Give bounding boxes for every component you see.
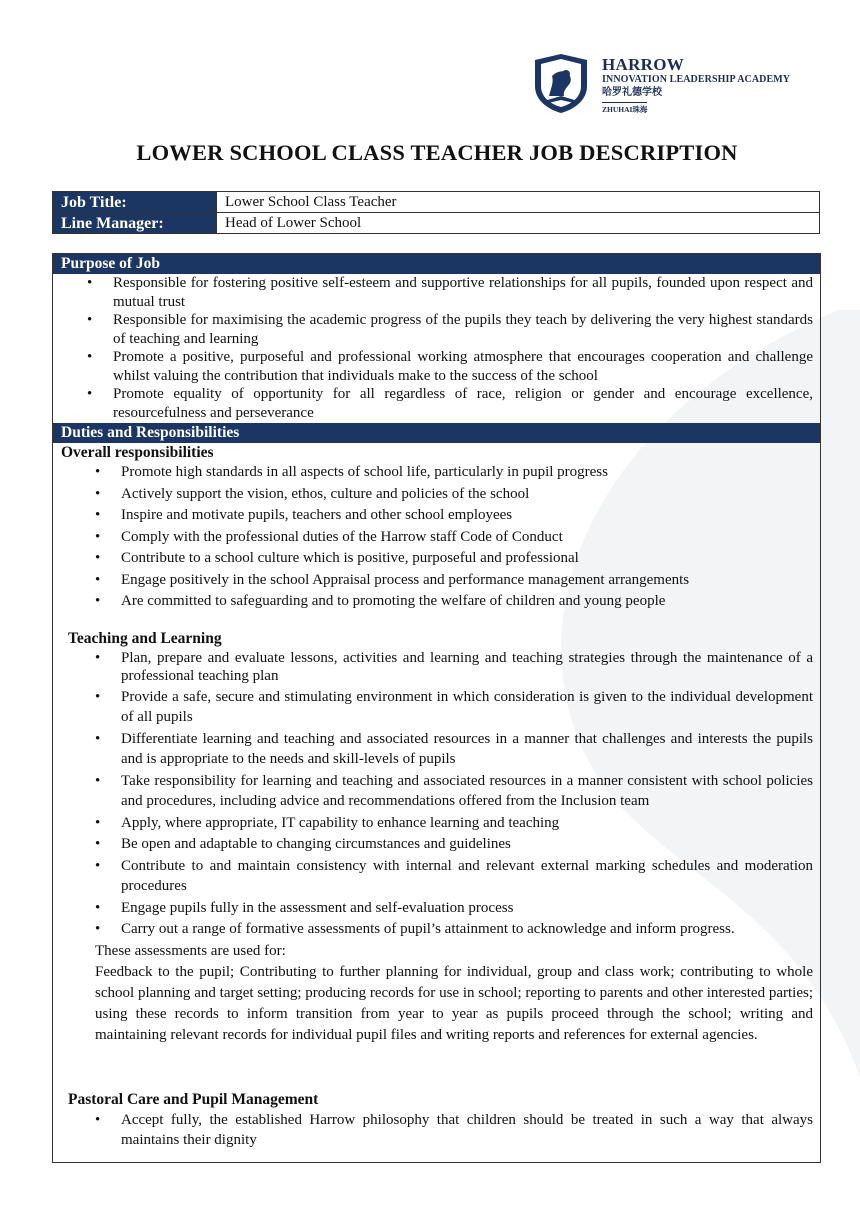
list-item: • Engage pupils fully in the assessment and self-evaluation process bbox=[121, 898, 813, 919]
job-description-box bbox=[52, 253, 821, 1163]
duties-heading: Duties and Responsibilities bbox=[53, 423, 820, 443]
list-item: • Take responsibility for learning and teaching and associated resources in a manner consistent with school policies and procedures, including advice and recommendations offered from the Inclusion team bbox=[121, 771, 813, 812]
list-item: • Responsible for maximising the academic progress of the pupils they teach by delivering the very highest standards of teaching and learning bbox=[113, 311, 813, 348]
purpose-heading: Purpose of Job bbox=[53, 254, 820, 274]
list-item: • Carry out a range of formative assessments of pupil’s attainment to acknowledge and inform progress. bbox=[121, 919, 813, 940]
list-item: • Promote a positive, purposeful and professional working atmosphere that encourages cooperation and challenge whilst valuing the contribution that individuals make to the success of the school bbox=[113, 348, 813, 385]
logo-subtitle: INNOVATION LEADERSHIP ACADEMY bbox=[602, 74, 791, 85]
line-manager-value: Head of Lower School bbox=[217, 213, 820, 234]
page-title: LOWER SCHOOL CLASS TEACHER JOB DESCRIPTION bbox=[136, 140, 738, 165]
pastoral-heading: Pastoral Care and Pupil Management bbox=[68, 1090, 319, 1108]
table-row bbox=[53, 213, 820, 234]
logo-name: HARROW bbox=[602, 55, 685, 74]
logo-location: ZHUHAI珠海 bbox=[602, 102, 647, 116]
list-item: • Responsible for fostering positive self-esteem and supportive relationships for all pupils, founded upon respect and mutual trust bbox=[113, 274, 813, 311]
list-item: • Accept fully, the established Harrow philosophy that children should be treated in such a way that always maintains their dignity bbox=[121, 1110, 813, 1151]
list-item: • Contribute to a school culture which is positive, purposeful and professional bbox=[121, 548, 813, 570]
list-item: • Promote equality of opportunity for all regardless of race, religion or gender and encourage excellence, resourcefulness and perseverance bbox=[113, 385, 813, 422]
list-item: • Provide a safe, secure and stimulating environment in which consideration is given to the individual development of all pupils bbox=[121, 687, 813, 728]
list-item: • Inspire and motivate pupils, teachers and other school employees bbox=[121, 505, 813, 527]
assessments-used-for-text: Feedback to the pupil; Contributing to further planning for individual, group and class work; contributing to whole school planning and target setting; producing records for use in school; reporting to parents and other interested parties; using these records to inform transition from year to year as pupils proceed through the school; writing and maintaining relevant records for individual pupil files and writing reports and references for external agencies. bbox=[95, 963, 813, 1043]
school-logo bbox=[532, 52, 802, 114]
crest-icon bbox=[532, 52, 590, 114]
overall-heading: Overall responsibilities bbox=[61, 444, 214, 461]
line-manager-label: Line Manager: bbox=[53, 213, 217, 234]
teaching-list bbox=[53, 649, 820, 940]
list-item: • Contribute to and maintain consistency with internal and relevant external marking schedules and moderation procedures bbox=[121, 856, 813, 897]
list-item: • Comply with the professional duties of the Harrow staff Code of Conduct bbox=[121, 527, 813, 549]
list-item: • Actively support the vision, ethos, culture and policies of the school bbox=[121, 484, 813, 506]
pastoral-list bbox=[53, 1110, 820, 1151]
list-item: • Are committed to safeguarding and to promoting the welfare of children and young people bbox=[121, 591, 813, 613]
job-title-value: Lower School Class Teacher bbox=[217, 192, 820, 213]
overall-list bbox=[53, 462, 820, 613]
job-title-label: Job Title: bbox=[53, 192, 217, 213]
list-item: • Promote high standards in all aspects of school life, particularly in pupil progress bbox=[121, 462, 813, 484]
assessments-used-for-label: These assessments are used for: bbox=[95, 942, 286, 959]
list-item: • Be open and adaptable to changing circumstances and guidelines bbox=[121, 834, 813, 855]
list-item: • Differentiate learning and teaching and associated resources in a manner that challenges and interests the pupils and is appropriate to the needs and skill-levels of pupils bbox=[121, 729, 813, 770]
list-item: • Plan, prepare and evaluate lessons, activities and learning and teaching strategies through the maintenance of a professional teaching plan bbox=[121, 649, 813, 686]
teaching-heading: Teaching and Learning bbox=[68, 629, 222, 647]
logo-chinese-name: 哈罗礼德学校 bbox=[602, 87, 662, 98]
job-info-table bbox=[52, 191, 820, 234]
list-item: • Apply, where appropriate, IT capability to enhance learning and teaching bbox=[121, 813, 813, 834]
table-row bbox=[53, 192, 820, 213]
purpose-list bbox=[53, 274, 820, 422]
list-item: • Engage positively in the school Appraisal process and performance management arrangements bbox=[121, 570, 813, 592]
